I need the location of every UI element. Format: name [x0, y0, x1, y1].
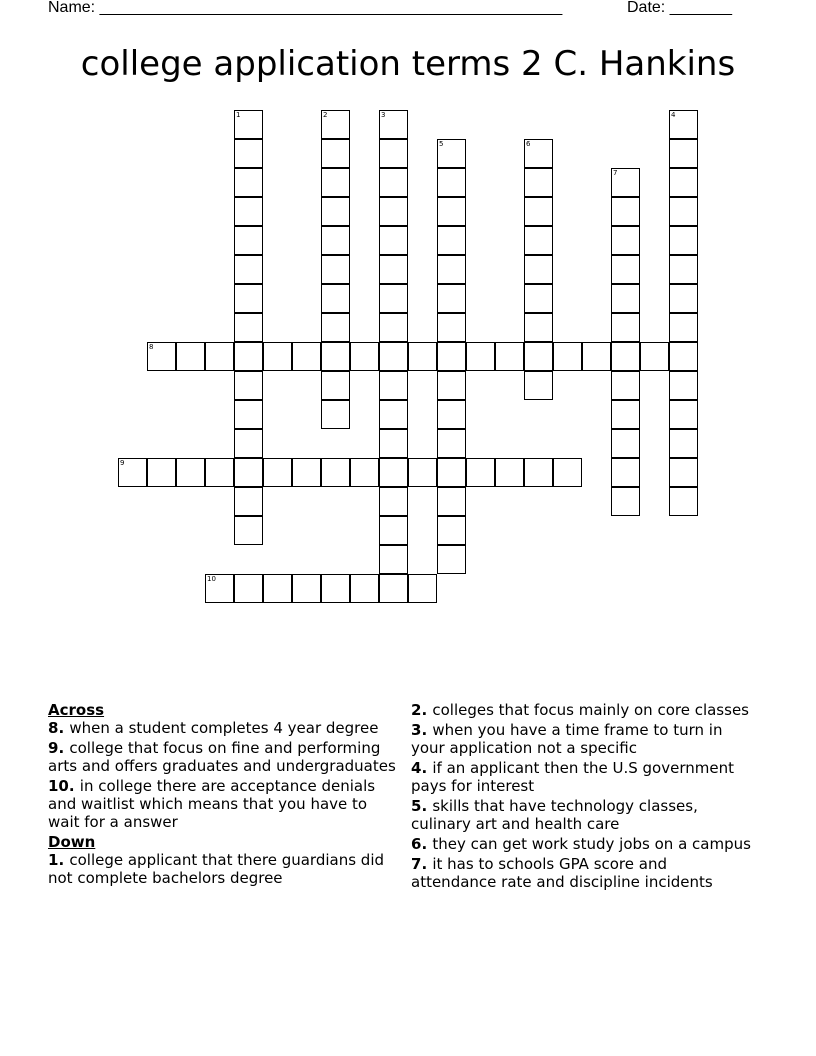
grid-cell[interactable] — [495, 342, 524, 371]
grid-cell[interactable] — [611, 255, 640, 284]
grid-cell[interactable] — [437, 284, 466, 313]
grid-cell[interactable] — [292, 342, 321, 371]
grid-cell[interactable] — [292, 458, 321, 487]
grid-cell[interactable] — [234, 110, 263, 139]
grid-cell[interactable] — [611, 313, 640, 342]
grid-cell[interactable] — [669, 429, 698, 458]
grid-cell[interactable] — [524, 226, 553, 255]
grid-cell[interactable] — [669, 139, 698, 168]
grid-cell[interactable] — [669, 226, 698, 255]
clue-number: 7 — [411, 855, 422, 873]
grid-cell[interactable] — [524, 197, 553, 226]
cell-number: 4 — [671, 111, 676, 119]
grid-cell[interactable] — [669, 371, 698, 400]
grid-cell[interactable] — [669, 110, 698, 139]
cell-number: 2 — [323, 111, 328, 119]
clue-number: 3 — [411, 721, 422, 739]
grid-cell[interactable] — [234, 226, 263, 255]
clue-across-10: 10. in college there are acceptance denials and waitlist which means that you have to wait for a answer — [48, 777, 376, 831]
grid-cell[interactable] — [234, 313, 263, 342]
grid-cell[interactable] — [437, 168, 466, 197]
grid-cell[interactable] — [611, 284, 640, 313]
clue-text: when a student completes 4 year degree — [69, 719, 379, 737]
grid-cell[interactable] — [669, 487, 698, 516]
grid-cell[interactable] — [234, 429, 263, 458]
grid-cell[interactable] — [611, 487, 640, 516]
clue-down-3: 3. when you have a time frame to turn in your application not a specific — [411, 721, 723, 757]
grid-cell[interactable] — [437, 197, 466, 226]
grid-cell[interactable] — [379, 458, 408, 487]
grid-cell[interactable] — [379, 110, 408, 139]
clue-down-6: 6. they can get work study jobs on a campus — [411, 835, 751, 853]
grid-cell[interactable] — [147, 342, 176, 371]
clues-left-column — [48, 701, 398, 889]
grid-cell[interactable] — [669, 255, 698, 284]
grid-cell[interactable] — [234, 487, 263, 516]
clue-number: 5 — [411, 797, 422, 815]
grid-cell[interactable] — [234, 458, 263, 487]
grid-cell[interactable] — [437, 313, 466, 342]
grid-cell[interactable] — [437, 226, 466, 255]
cell-number: 10 — [207, 575, 216, 583]
cell-number: 7 — [613, 169, 618, 177]
grid-cell[interactable] — [205, 574, 234, 603]
grid-cell[interactable] — [408, 342, 437, 371]
cell-number: 1 — [236, 111, 241, 119]
grid-cell[interactable] — [524, 139, 553, 168]
grid-cell[interactable] — [379, 342, 408, 371]
grid-cell[interactable] — [321, 574, 350, 603]
grid-cell[interactable] — [611, 342, 640, 371]
clue-text: it has to schools GPA score and attendance rate and discipline incidents — [411, 855, 713, 891]
grid-cell[interactable] — [379, 429, 408, 458]
grid-cell[interactable] — [176, 342, 205, 371]
clue-down-7: 7. it has to schools GPA score and attendance rate and discipline incidents — [411, 855, 713, 891]
clue-number: 6 — [411, 835, 422, 853]
clue-number: 10 — [48, 777, 69, 795]
clue-text: in college there are acceptance denials and waitlist which means that you have to wait for a answer — [48, 777, 376, 831]
grid-cell[interactable] — [292, 574, 321, 603]
grid-cell[interactable] — [234, 168, 263, 197]
grid-cell[interactable] — [611, 400, 640, 429]
grid-cell[interactable] — [379, 516, 408, 545]
grid-cell[interactable] — [263, 342, 292, 371]
clues-right-column — [411, 701, 756, 893]
grid-cell[interactable] — [118, 458, 147, 487]
grid-cell[interactable] — [321, 371, 350, 400]
cell-number: 8 — [149, 343, 154, 351]
grid-cell[interactable] — [234, 371, 263, 400]
grid-cell[interactable] — [669, 400, 698, 429]
grid-cell[interactable] — [379, 197, 408, 226]
down-heading: Down — [48, 833, 96, 851]
grid-cell[interactable] — [234, 197, 263, 226]
grid-cell[interactable] — [611, 429, 640, 458]
grid-cell[interactable] — [611, 458, 640, 487]
grid-cell[interactable] — [466, 342, 495, 371]
grid-cell[interactable] — [553, 342, 582, 371]
grid-cell[interactable] — [234, 516, 263, 545]
grid-cell[interactable] — [321, 255, 350, 284]
grid-cell[interactable] — [234, 342, 263, 371]
grid-cell[interactable] — [350, 458, 379, 487]
cell-number: 9 — [120, 459, 125, 467]
grid-cell[interactable] — [437, 458, 466, 487]
clue-text: colleges that focus mainly on core classes — [432, 701, 749, 719]
grid-cell[interactable] — [669, 313, 698, 342]
grid-cell[interactable] — [379, 284, 408, 313]
grid-cell[interactable] — [234, 255, 263, 284]
grid-cell[interactable] — [437, 371, 466, 400]
grid-cell[interactable] — [611, 168, 640, 197]
grid-cell[interactable] — [176, 458, 205, 487]
grid-cell[interactable] — [669, 284, 698, 313]
grid-cell[interactable] — [350, 342, 379, 371]
grid-cell[interactable] — [379, 371, 408, 400]
grid-cell[interactable] — [524, 458, 553, 487]
grid-cell[interactable] — [437, 429, 466, 458]
grid-cell[interactable] — [321, 284, 350, 313]
grid-cell[interactable] — [321, 313, 350, 342]
grid-cell[interactable] — [321, 458, 350, 487]
grid-cell[interactable] — [379, 545, 408, 574]
clue-number: 1 — [48, 851, 59, 869]
clue-number: 2 — [411, 701, 422, 719]
grid-cell[interactable] — [524, 284, 553, 313]
grid-cell[interactable] — [321, 197, 350, 226]
clue-across-9: 9. college that focus on fine and performing arts and offers graduates and undergraduates — [48, 739, 396, 775]
grid-cell[interactable] — [234, 139, 263, 168]
grid-cell[interactable] — [437, 139, 466, 168]
grid-cell[interactable] — [379, 168, 408, 197]
grid-cell[interactable] — [205, 342, 234, 371]
clue-across-8: 8. when a student completes 4 year degree — [48, 719, 379, 737]
grid-cell[interactable] — [321, 342, 350, 371]
grid-cell[interactable] — [321, 400, 350, 429]
grid-cell[interactable] — [553, 458, 582, 487]
grid-cell[interactable] — [147, 458, 176, 487]
clue-down-2: 2. colleges that focus mainly on core classes — [411, 701, 749, 719]
grid-cell[interactable] — [234, 574, 263, 603]
grid-cell[interactable] — [234, 284, 263, 313]
clue-text: if an applicant then the U.S government pays for interest — [411, 759, 734, 795]
name-line[interactable]: Name: ____________________________________________________ — [48, 0, 563, 16]
grid-cell[interactable] — [205, 458, 234, 487]
cell-number: 5 — [439, 140, 444, 148]
grid-cell[interactable] — [669, 197, 698, 226]
clue-down-5: 5. skills that have technology classes, culinary art and health care — [411, 797, 698, 833]
grid-cell[interactable] — [408, 574, 437, 603]
clue-down-1: 1. college applicant that there guardians did not complete bachelors degree — [48, 851, 385, 887]
grid-cell[interactable] — [466, 458, 495, 487]
grid-cell[interactable] — [321, 110, 350, 139]
grid-cell[interactable] — [669, 342, 698, 371]
grid-cell[interactable] — [379, 139, 408, 168]
grid-cell[interactable] — [437, 255, 466, 284]
grid-cell[interactable] — [321, 168, 350, 197]
clue-text: college that focus on fine and performing arts and offers graduates and undergraduates — [48, 739, 396, 775]
grid-cell[interactable] — [234, 400, 263, 429]
grid-cell[interactable] — [379, 226, 408, 255]
grid-cell[interactable] — [379, 313, 408, 342]
clue-down-4: 4. if an applicant then the U.S government pays for interest — [411, 759, 734, 795]
grid-cell[interactable] — [582, 342, 611, 371]
grid-cell[interactable] — [263, 458, 292, 487]
grid-cell[interactable] — [379, 487, 408, 516]
grid-cell[interactable] — [379, 255, 408, 284]
clue-text: they can get work study jobs on a campus — [432, 835, 751, 853]
grid-cell[interactable] — [408, 458, 437, 487]
grid-cell[interactable] — [495, 458, 524, 487]
grid-cell[interactable] — [437, 400, 466, 429]
date-line[interactable]: Date: _______ — [627, 0, 732, 16]
grid-cell[interactable] — [611, 197, 640, 226]
grid-cell[interactable] — [611, 226, 640, 255]
grid-cell[interactable] — [524, 168, 553, 197]
across-heading: Across — [48, 701, 105, 719]
grid-cell[interactable] — [669, 168, 698, 197]
cell-number: 3 — [381, 111, 386, 119]
grid-cell[interactable] — [437, 487, 466, 516]
grid-cell[interactable] — [524, 371, 553, 400]
page-title: college application terms 2 C. Hankins — [80, 44, 736, 84]
grid-cell[interactable] — [524, 255, 553, 284]
grid-cell[interactable] — [437, 516, 466, 545]
grid-cell[interactable] — [379, 574, 408, 603]
grid-cell[interactable] — [321, 139, 350, 168]
grid-cell[interactable] — [524, 342, 553, 371]
grid-cell[interactable] — [437, 545, 466, 574]
clue-text: skills that have technology classes, culinary art and health care — [411, 797, 698, 833]
grid-cell[interactable] — [669, 458, 698, 487]
grid-cell[interactable] — [640, 342, 669, 371]
clue-text: when you have a time frame to turn in your application not a specific — [411, 721, 723, 757]
grid-cell[interactable] — [611, 371, 640, 400]
grid-cell[interactable] — [263, 574, 292, 603]
clue-number: 4 — [411, 759, 422, 777]
grid-cell[interactable] — [379, 400, 408, 429]
grid-cell[interactable] — [524, 313, 553, 342]
cell-number: 6 — [526, 140, 531, 148]
grid-cell[interactable] — [321, 226, 350, 255]
grid-cell[interactable] — [350, 574, 379, 603]
clue-text: college applicant that there guardians did not complete bachelors degree — [48, 851, 385, 887]
clue-number: 8 — [48, 719, 59, 737]
grid-cell[interactable] — [437, 342, 466, 371]
clue-number: 9 — [48, 739, 59, 757]
